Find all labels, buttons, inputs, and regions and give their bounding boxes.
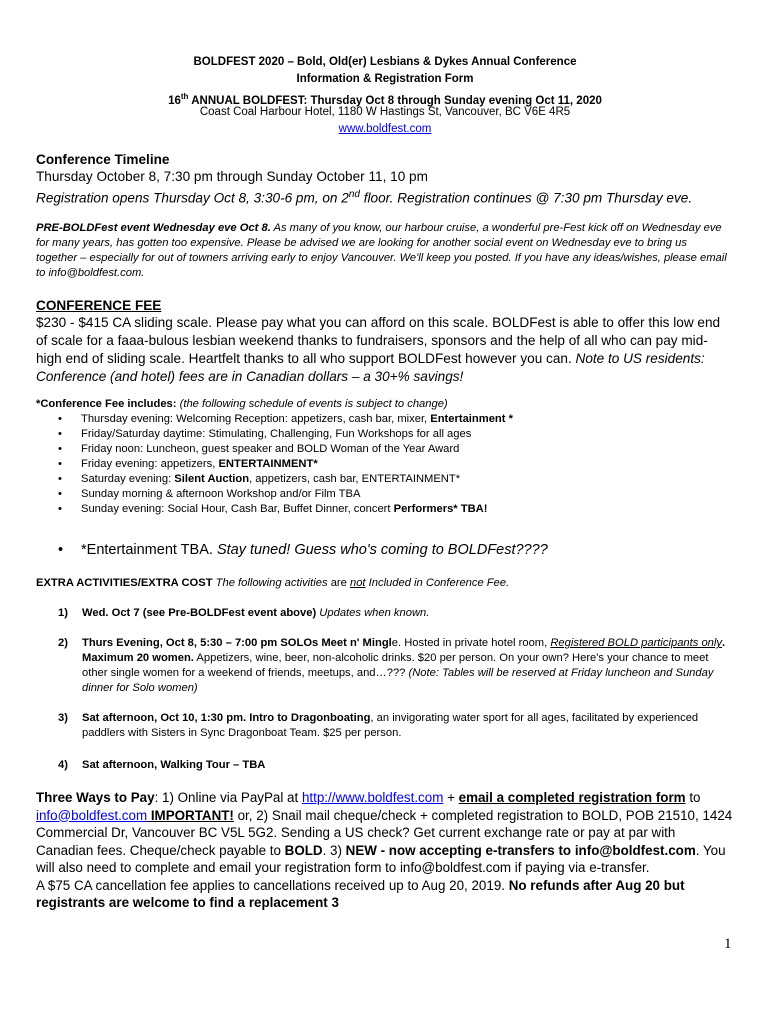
payment-paragraph: Three Ways to Pay: 1) Online via PayPal at http://www.boldfest.com + email a completed registration form to info@boldfest.com IMPORTANT! or, 2) Snail mail cheque/check + completed registration to BOLD, POB 21510, 1424 Commercial Dr, Vancouver BC V5L 5G2. Sending a US check? Get current exchange rate or pay at par with Canadian fees. Cheque/check payable to BOLD. 3) NEW - now accepting e-transfers to info@boldfest.com. You will also need to complete and email your registration form to info@boldfest.com if paying via e-transfer. A $75 CA cancellation fee applies to cancellations received up to Aug 20, 2019. No refunds after Aug 20 but registrants are welcome to find a replacement 3 bbox=[36, 790, 733, 910]
fee-heading: CONFERENCE FEE bbox=[36, 298, 162, 313]
header-address: Coast Coal Harbour Hotel, 1180 W Hastings St, Vancouver, BC V6E 4R5 bbox=[199, 106, 571, 118]
includes-item: • Saturday evening: Silent Auction, appetizers, cash bar, ENTERTAINMENT* bbox=[36, 472, 736, 487]
includes-item: • Friday noon: Luncheon, guest speaker and BOLD Woman of the Year Award bbox=[36, 442, 736, 457]
includes-list bbox=[36, 412, 736, 517]
includes-label: *Conference Fee includes: (the following schedule of events is subject to change) bbox=[36, 398, 448, 410]
extra-item-1: 1) Wed. Oct 7 (see Pre-BOLDFest event above) Updates when known. bbox=[58, 607, 430, 619]
extra-item-4: 4) Sat afternoon, Walking Tour – TBA bbox=[58, 759, 266, 771]
pre-event-paragraph: PRE-BOLDFest event Wednesday eve Oct 8. As many of you know, our harbour cruise, a wonderful pre-Fest kick off on Wednesday eve for many years, has gotten too expensive. Please be advised we are looking for another social event on Wednesday eve to bring us together – especially for out of towners arriving early to enjoy Vancouver. We'll keep you posted. If you have any ideas/wishes, please email to info@boldfest.com. bbox=[36, 222, 727, 279]
includes-item: • Sunday morning & afternoon Workshop and/or Film TBA bbox=[36, 487, 736, 502]
includes-item: • Thursday evening: Welcoming Reception: appetizers, cash bar, mixer, Entertainment * bbox=[36, 412, 736, 427]
email-link[interactable]: info@boldfest.com bbox=[36, 807, 148, 823]
header-annual-line: 16th ANNUAL BOLDFEST: Thursday Oct 8 through Sunday evening Oct 11, 2020 bbox=[168, 92, 602, 107]
timeline-heading: Conference Timeline bbox=[36, 152, 170, 167]
bullet-icon: • bbox=[58, 542, 64, 558]
website-link[interactable]: www.boldfest.com bbox=[338, 123, 432, 135]
extra-heading: EXTRA ACTIVITIES/EXTRA COST The following activities are not Included in Conference Fee. bbox=[36, 577, 510, 589]
paypal-link[interactable]: http://www.boldfest.com bbox=[301, 790, 444, 805]
fee-paragraph: $230 - $415 CA sliding scale. Please pay what you can afford on this scale. BOLDFest is able to offer this low end of scale for a faaa-bulous lesbian weekend thanks to fundraisers, sponsors and the help of all who can pay mid-high end of sliding scale. Heartfelt thanks to all who support BOLDFest however you can. Note to US residents: Conference (and hotel) fees are in Canadian dollars – a 30+% savings! bbox=[36, 315, 721, 384]
includes-item: • Sunday evening: Social Hour, Cash Bar, Buffet Dinner, concert Performers* TBA! bbox=[36, 502, 736, 517]
entertainment-line: • *Entertainment TBA. Stay tuned! Guess who's coming to BOLDFest???? bbox=[58, 542, 548, 558]
timeline-registration: Registration opens Thursday Oct 8, 3:30-6 pm, on 2nd floor. Registration continues @ 7:30 pm Thursday eve. bbox=[36, 189, 693, 206]
header-subtitle: Information & Registration Form bbox=[296, 73, 474, 85]
header-title: BOLDFEST 2020 – Bold, Old(er) Lesbians & Dykes Annual Conference bbox=[193, 56, 577, 68]
includes-item: • Friday evening: appetizers, ENTERTAINMENT* bbox=[36, 457, 736, 472]
timeline-dates: Thursday October 8, 7:30 pm through Sunday October 11, 10 pm bbox=[36, 169, 428, 184]
extra-item-2: 2) Thurs Evening, Oct 8, 5:30 – 7:00 pm SOLOs Meet n' Mingle. Hosted in private hotel room, Registered BOLD participants only. Maximum 20 women. Appetizers, wine, beer, non-alcoholic drinks. $20 per person. On your own? Here's your chance to meet other single women for a weekend of friends, meetups, and…??? (Note: Tables will be reserved at Friday luncheon and Sunday dinner for Solo women) bbox=[58, 637, 726, 694]
includes-item: • Friday/Saturday daytime: Stimulating, Challenging, Fun Workshops for all ages bbox=[36, 427, 736, 442]
extra-item-3: 3) Sat afternoon, Oct 10, 1:30 pm. Intro to Dragonboating, an invigorating water sport for all ages, facilitated by experienced paddlers with Sisters in Sync Dragonboat Team. $25 per person. bbox=[58, 712, 699, 739]
page-number: 1 bbox=[724, 936, 732, 952]
